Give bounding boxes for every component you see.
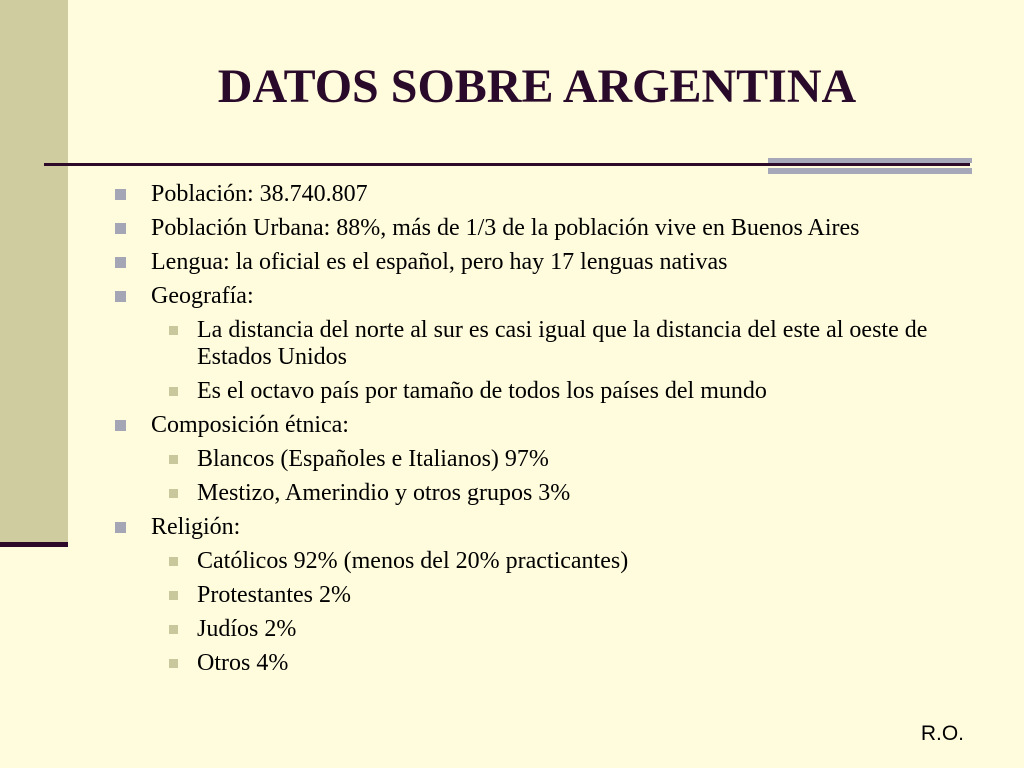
list-item-text: Población: 38.740.807 xyxy=(151,181,368,207)
square-bullet-icon xyxy=(115,522,126,533)
sub-list-item xyxy=(151,446,982,473)
sub-list-item-text: Es el octavo país por tamaño de todos los países del mundo xyxy=(197,378,767,404)
title-divider-line xyxy=(44,163,970,166)
list-item-text: Lengua: la oficial es el español, pero hay 17 lenguas nativas xyxy=(151,249,728,275)
sub-list-item xyxy=(151,582,982,609)
sub-list xyxy=(151,446,982,507)
list-item xyxy=(112,181,982,208)
list-item-text: Población Urbana: 88%, más de 1/3 de la población vive en Buenos Aires xyxy=(151,215,860,241)
list-item xyxy=(112,283,982,405)
list-item-text: Geografía: xyxy=(151,283,254,309)
sub-list-item-text: Otros 4% xyxy=(197,650,289,676)
accent-bar-bottom xyxy=(768,168,972,174)
small-square-bullet-icon xyxy=(169,557,178,566)
small-square-bullet-icon xyxy=(169,489,178,498)
square-bullet-icon xyxy=(115,189,126,200)
list-item-text: Religión: xyxy=(151,514,241,540)
sub-list-item-text: Protestantes 2% xyxy=(197,582,351,608)
square-bullet-icon xyxy=(115,223,126,234)
square-bullet-icon xyxy=(115,420,126,431)
list-item xyxy=(112,215,982,242)
left-band-divider xyxy=(0,542,68,547)
small-square-bullet-icon xyxy=(169,591,178,600)
small-square-bullet-icon xyxy=(169,387,178,396)
list-item xyxy=(112,412,982,507)
sub-list-item-text: Judíos 2% xyxy=(197,616,297,642)
sub-list-item xyxy=(151,548,982,575)
sub-list-item-text: Blancos (Españoles e Italianos) 97% xyxy=(197,446,549,472)
sub-list xyxy=(151,548,982,677)
square-bullet-icon xyxy=(115,291,126,302)
small-square-bullet-icon xyxy=(169,326,178,335)
list-item xyxy=(112,249,982,276)
author-initials: R.O. xyxy=(920,722,964,745)
list-item-text: Composición étnica: xyxy=(151,412,349,438)
slide-title: DATOS SOBRE ARGENTINA xyxy=(217,60,857,113)
small-square-bullet-icon xyxy=(169,659,178,668)
sub-list-item-text: Mestizo, Amerindio y otros grupos 3% xyxy=(197,480,571,506)
square-bullet-icon xyxy=(115,257,126,268)
small-square-bullet-icon xyxy=(169,455,178,464)
sub-list-item xyxy=(151,378,982,405)
sub-list-item xyxy=(151,616,982,643)
sub-list-item xyxy=(151,480,982,507)
list-item xyxy=(112,514,982,677)
sub-list-item xyxy=(151,650,982,677)
sub-list-item xyxy=(151,317,982,371)
sub-list-item-text: Católicos 92% (menos del 20% practicantes) xyxy=(197,548,629,574)
accent-bar-top xyxy=(768,158,972,163)
small-square-bullet-icon xyxy=(169,625,178,634)
bullet-list xyxy=(112,181,982,684)
sub-list-item-text: La distancia del norte al sur es casi igual que la distancia del este al oeste de Estados Unidos xyxy=(197,317,928,370)
sub-list xyxy=(151,317,982,405)
